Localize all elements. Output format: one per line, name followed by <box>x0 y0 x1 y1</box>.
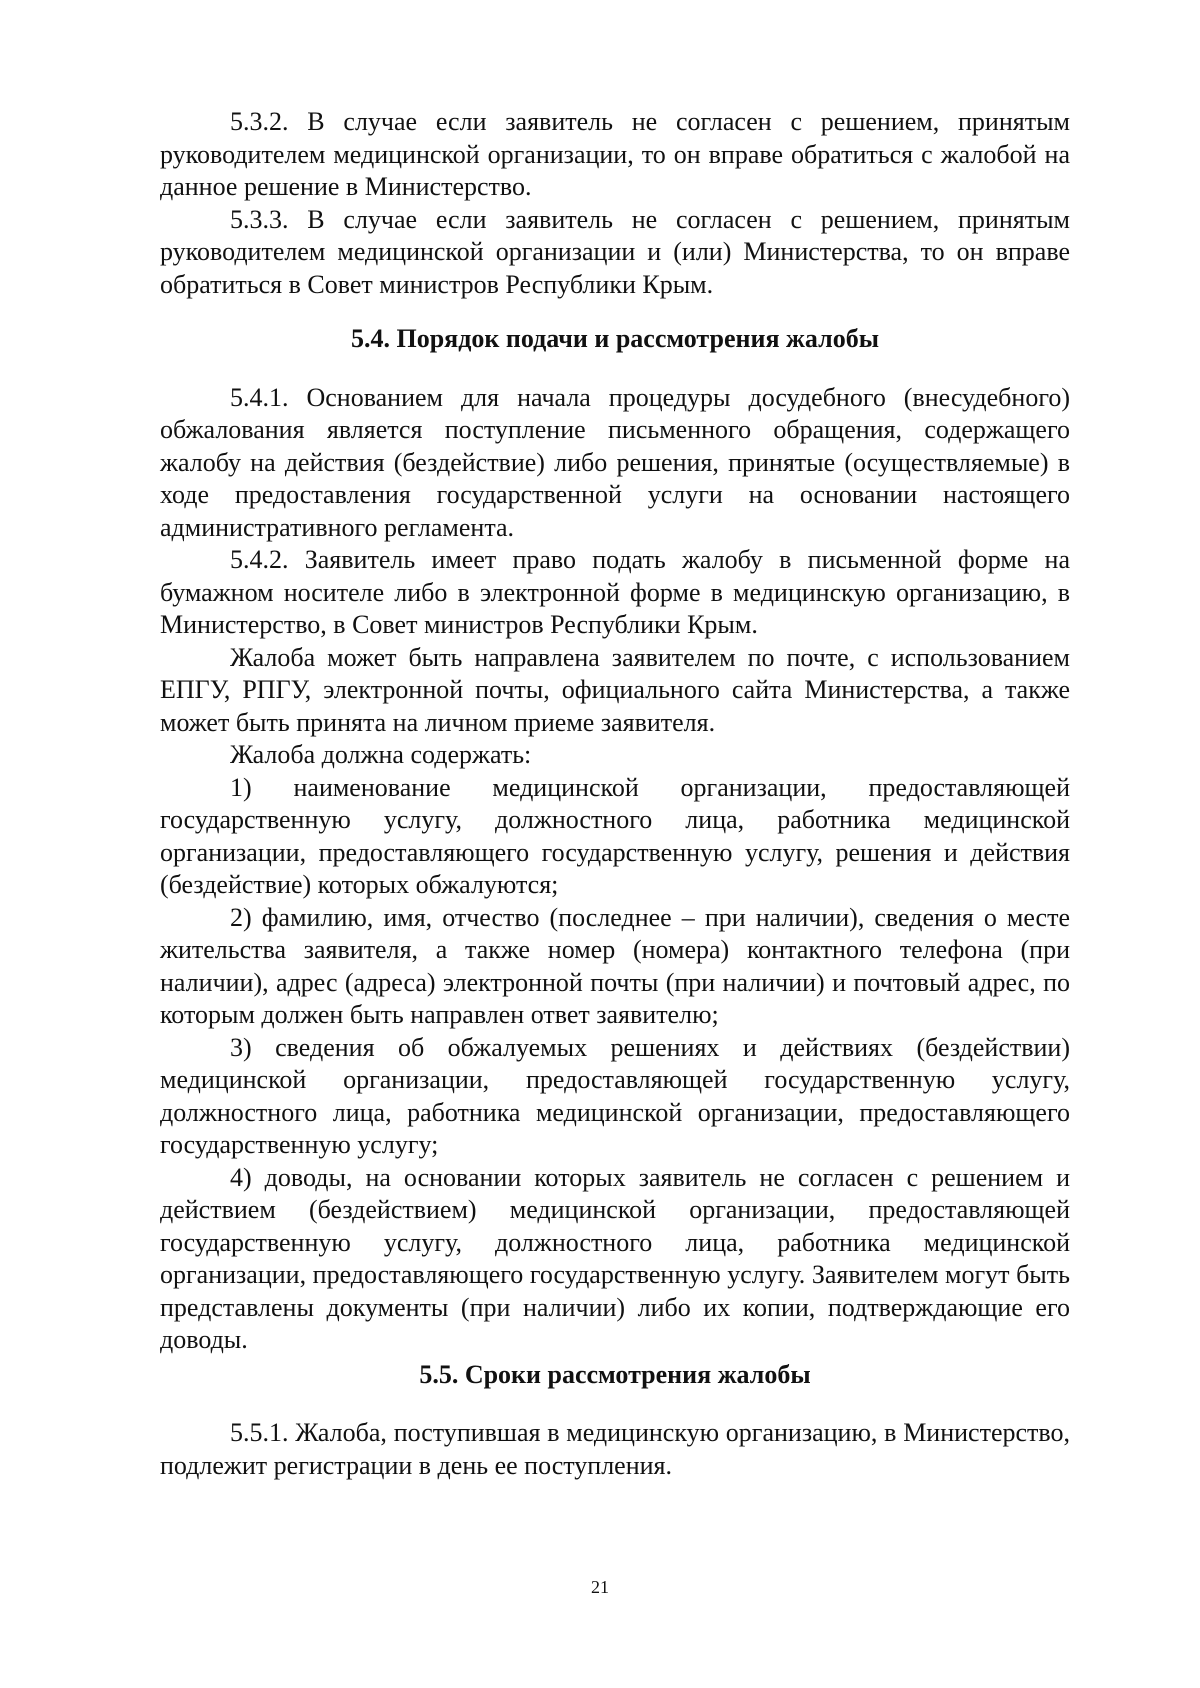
paragraph-5-3-2: 5.3.2. В случае если заявитель не согласен с решением, принятым руководителем медицинской организации, то он вправе обратиться с жалобой на данное решение в Министерство. <box>160 107 1070 201</box>
list-item-4: 4) доводы, на основании которых заявитель не согласен с решением и действием (бездействием) медицинской организации, предоставляющей государственную услугу, должностного лица, работника медицинской организации, предоставляющего государственную услугу. Заявителем могут быть представлены документы (при наличии) либо их копии, подтверждающие его доводы. <box>160 1162 1070 1354</box>
paragraph-5-3-3: 5.3.3. В случае если заявитель не согласен с решением, принятым руководителем медицинской организации и (или) Министерства, то он вправе обратиться в Совет министров Республики Крым. <box>160 204 1070 299</box>
paragraph-complaint-contents: Жалоба должна содержать: <box>230 740 532 769</box>
paragraph-5-4-1: 5.4.1. Основанием для начала процедуры досудебного (внесудебного) обжалования является поступление письменного обращения, содержащего жалобу на действия (бездействие) либо решения, принятые (осуществляемые) в ходе предоставления государственной услуги на основании настоящего административного регламента. <box>160 382 1070 542</box>
paragraph-complaint-channels: Жалоба может быть направлена заявителем по почте, с использованием ЕПГУ, РПГУ, электронной почты, официального сайта Министерства, а также может быть принята на личном приеме заявителя. <box>160 642 1070 737</box>
paragraph-5-4-2: 5.4.2. Заявитель имеет право подать жалобу в письменной форме на бумажном носителе либо в электронной форме в медицинскую организацию, в Министерство, в Совет министров Республики Крым. <box>160 545 1070 639</box>
list-item-3: 3) сведения об обжалуемых решениях и действиях (бездействии) медицинской организации, предоставляющей государственную услугу, должностного лица, работника медицинской организации, предоставляющего государственную услугу; <box>160 1032 1070 1159</box>
page-number: 21 <box>591 1577 609 1597</box>
section-heading-5-5: 5.5. Сроки рассмотрения жалобы <box>419 1359 811 1389</box>
section-heading-5-4: 5.4. Порядок подачи и рассмотрения жалобы <box>351 324 879 353</box>
paragraph-5-5-1: 5.5.1. Жалоба, поступившая в медицинскую организацию, в Министерство, подлежит регистрации в день ее поступления. <box>160 1418 1070 1480</box>
list-item-1: 1) наименование медицинской организации, предоставляющей государственную услугу, должностного лица, работника медицинской организации, предоставляющего государственную услугу, решения и действия (бездействие) которых обжалуются; <box>160 772 1070 899</box>
list-item-2: 2) фамилию, имя, отчество (последнее – при наличии), сведения о месте жительства заявителя, а также номер (номера) контактного телефона (при наличии), адрес (адреса) электронной почты (при наличии) и почтовый адрес, по которым должен быть направлен ответ заявителю; <box>160 902 1070 1029</box>
document-body <box>160 106 1070 1482</box>
